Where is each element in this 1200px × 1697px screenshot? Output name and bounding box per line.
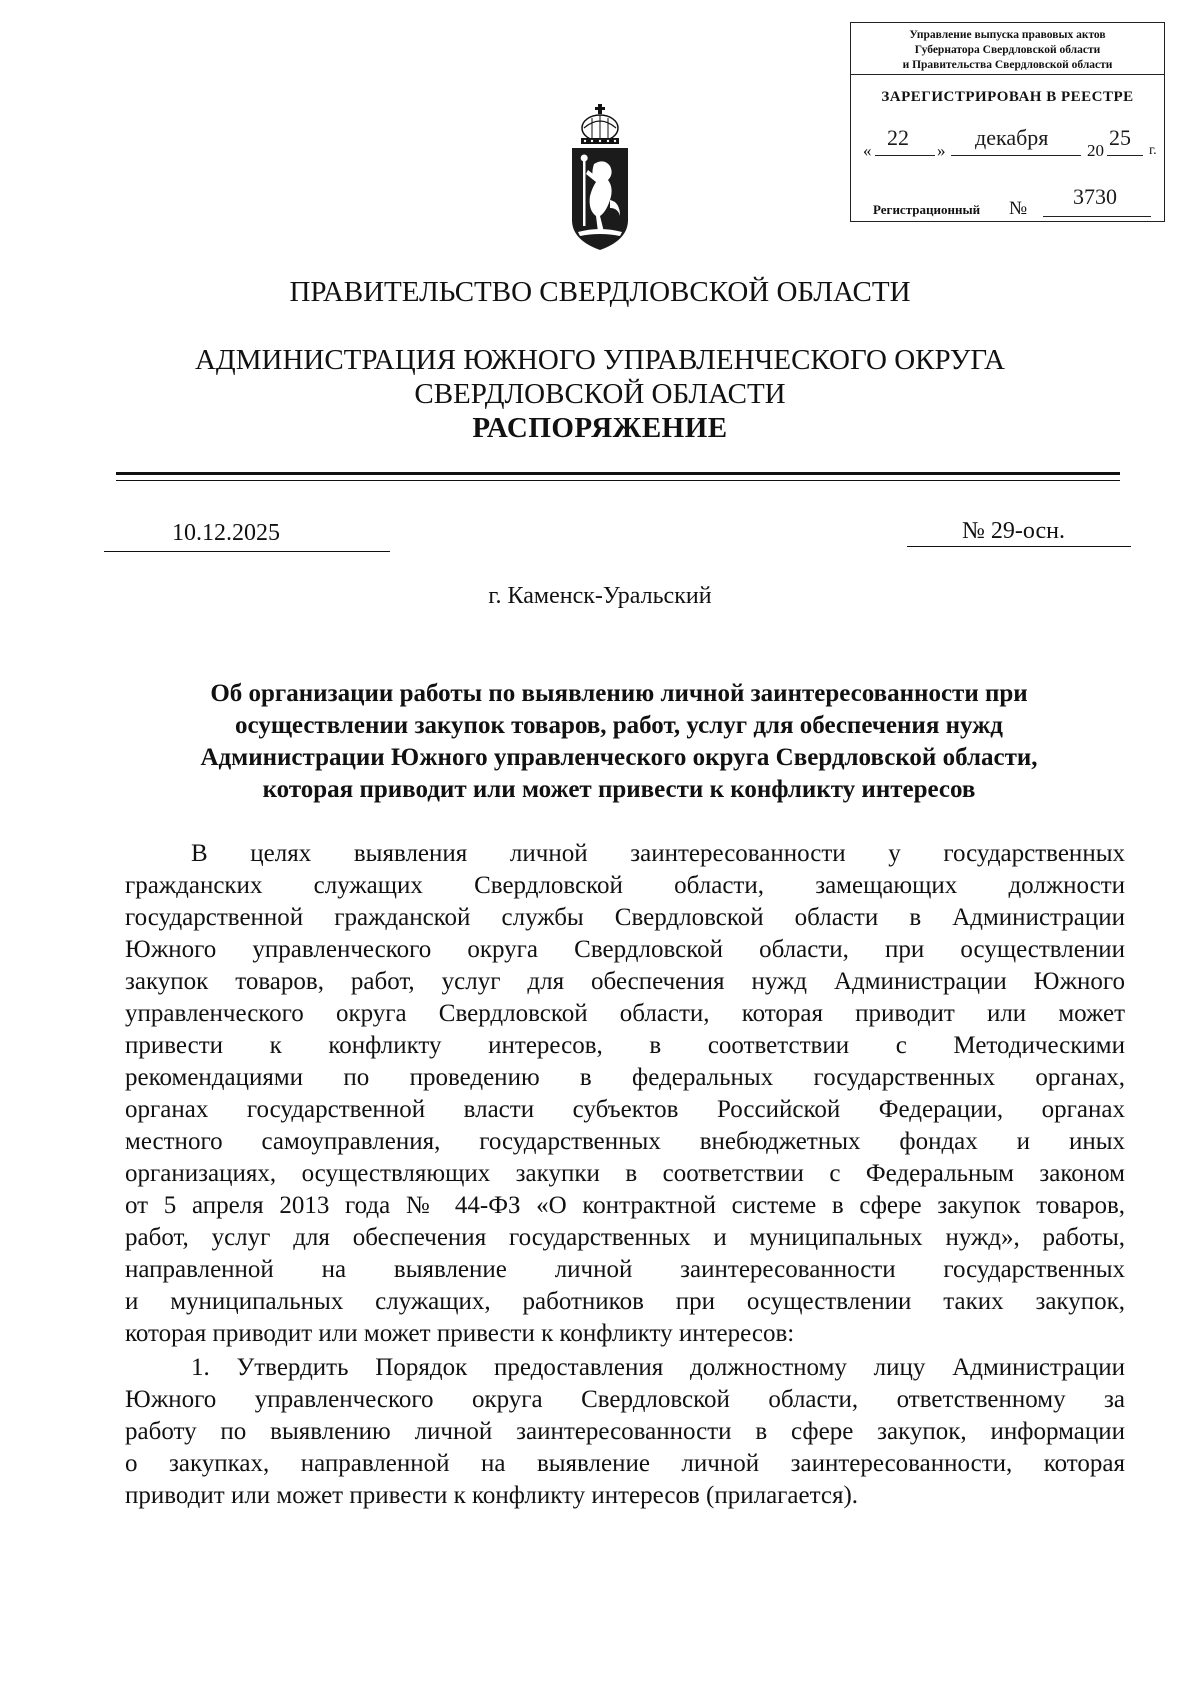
body-line: 1. Утвердить Порядок предоставления должностному лицу Администрации: [191, 1354, 1125, 1381]
title-line: которая приводит или может привести к конфликту интересов: [262, 776, 976, 803]
stamp-day: 22: [887, 125, 909, 150]
stamp-reg-number: 3730: [1073, 184, 1117, 209]
body-line: Южного управленческого округа Свердловской области, ответственному за: [125, 1386, 1125, 1413]
document-type: РАСПОРЯЖЕНИЕ: [472, 412, 728, 444]
body-line: закупок товаров, работ, услуг для обеспечения нужд Администрации Южного: [125, 968, 1125, 995]
document-city: г. Каменск-Уральский: [488, 583, 712, 609]
body-line: работу по выявлению личной заинтересованности в сфере закупок, информации: [125, 1418, 1125, 1445]
body-line: о закупках, направленной на выявление личной заинтересованности, которая: [125, 1450, 1125, 1477]
title-line: осуществлении закупок товаров, работ, услуг для обеспечения нужд: [235, 712, 1003, 739]
body-line: приводит или может привести к конфликту интересов (прилагается).: [125, 1482, 859, 1509]
stamp-date: [861, 125, 1161, 165]
stamp-reg-line: [1043, 216, 1151, 217]
body-line: которая приводит или может привести к конфликту интересов:: [125, 1320, 795, 1347]
body-line: гражданских служащих Свердловской области, замещающих должности: [125, 872, 1125, 899]
body-line: Южного управленческого округа Свердловской области, при осуществлении: [125, 936, 1125, 963]
stamp-quote-open: «: [863, 141, 872, 160]
body-line: В целях выявления личной заинтересованности у государственных: [191, 840, 1125, 867]
body-line: местного самоуправления, государственных внебюджетных фондах и иных: [125, 1128, 1125, 1155]
body-line: от 5 апреля 2013 года № 44-ФЗ «О контрактной системе в сфере закупок товаров,: [125, 1192, 1125, 1219]
stamp-year-suffix: 25: [1109, 125, 1131, 150]
stamp-registration: [861, 184, 1161, 224]
body-line: организациях, осуществляющих закупки в соответствии с Федеральным законом: [125, 1160, 1125, 1187]
administration-name-line2: СВЕРДЛОВСКОЙ ОБЛАСТИ: [414, 378, 786, 410]
stamp-day-line: [875, 155, 935, 156]
body-line: органах государственной власти субъектов Российской Федерации, органах: [125, 1096, 1125, 1123]
header-rule-thick: [116, 472, 1120, 475]
document-date: 10.12.2025: [172, 520, 280, 546]
stamp-year-prefix: 20: [1087, 141, 1104, 160]
body-line: управленческого округа Свердловской области, которая приводит или может: [125, 1000, 1125, 1027]
body-line: привести к конфликту интересов, в соответствии с Методическими: [125, 1032, 1125, 1059]
stamp-reg-sign: №: [1009, 198, 1028, 219]
stamp-org-line: Губернатора Свердловской области: [914, 44, 1101, 56]
stamp-year-line: [1107, 155, 1143, 156]
body-line: и муниципальных служащих, работников при осуществлении таких закупок,: [125, 1288, 1125, 1315]
body-line: рекомендациями по проведению в федеральных государственных органах,: [125, 1064, 1125, 1091]
stamp-month: декабря: [975, 125, 1049, 150]
coat-of-arms-icon: [570, 104, 630, 252]
document-number: № 29-осн.: [962, 518, 1065, 544]
stamp-org-line: и Правительства Свердловской области: [902, 59, 1113, 71]
stamp-title: ЗАРЕГИСТРИРОВАН В РЕЕСТРЕ: [881, 89, 1134, 105]
administration-name-line1: АДМИНИСТРАЦИЯ ЮЖНОГО УПРАВЛЕНЧЕСКОГО ОКРУГА: [194, 344, 1005, 376]
title-line: Об организации работы по выявлению личной заинтересованности при: [210, 680, 1028, 707]
title-line: Администрации Южного управленческого округа Свердловской области,: [200, 744, 1038, 771]
registration-stamp: [850, 22, 1165, 222]
document-number-underline: [907, 546, 1131, 547]
stamp-year-mark: г.: [1149, 143, 1157, 158]
stamp-quote-close: »: [937, 141, 946, 160]
government-name: ПРАВИТЕЛЬСТВО СВЕРДЛОВСКОЙ ОБЛАСТИ: [289, 276, 911, 308]
body-line: направленной на выявление личной заинтересованности государственных: [125, 1256, 1125, 1283]
body-line: государственной гражданской службы Свердловской области в Администрации: [125, 904, 1125, 931]
stamp-org-line: Управление выпуска правовых актов: [909, 29, 1106, 41]
stamp-organization: [851, 23, 1164, 75]
stamp-reg-label: Регистрационный: [873, 202, 981, 217]
document-date-underline: [104, 551, 390, 552]
header-rule-thin: [116, 480, 1120, 481]
body-line: работ, услуг для обеспечения государственных и муниципальных нужд», работы,: [125, 1224, 1125, 1251]
stamp-month-line: [951, 155, 1081, 156]
